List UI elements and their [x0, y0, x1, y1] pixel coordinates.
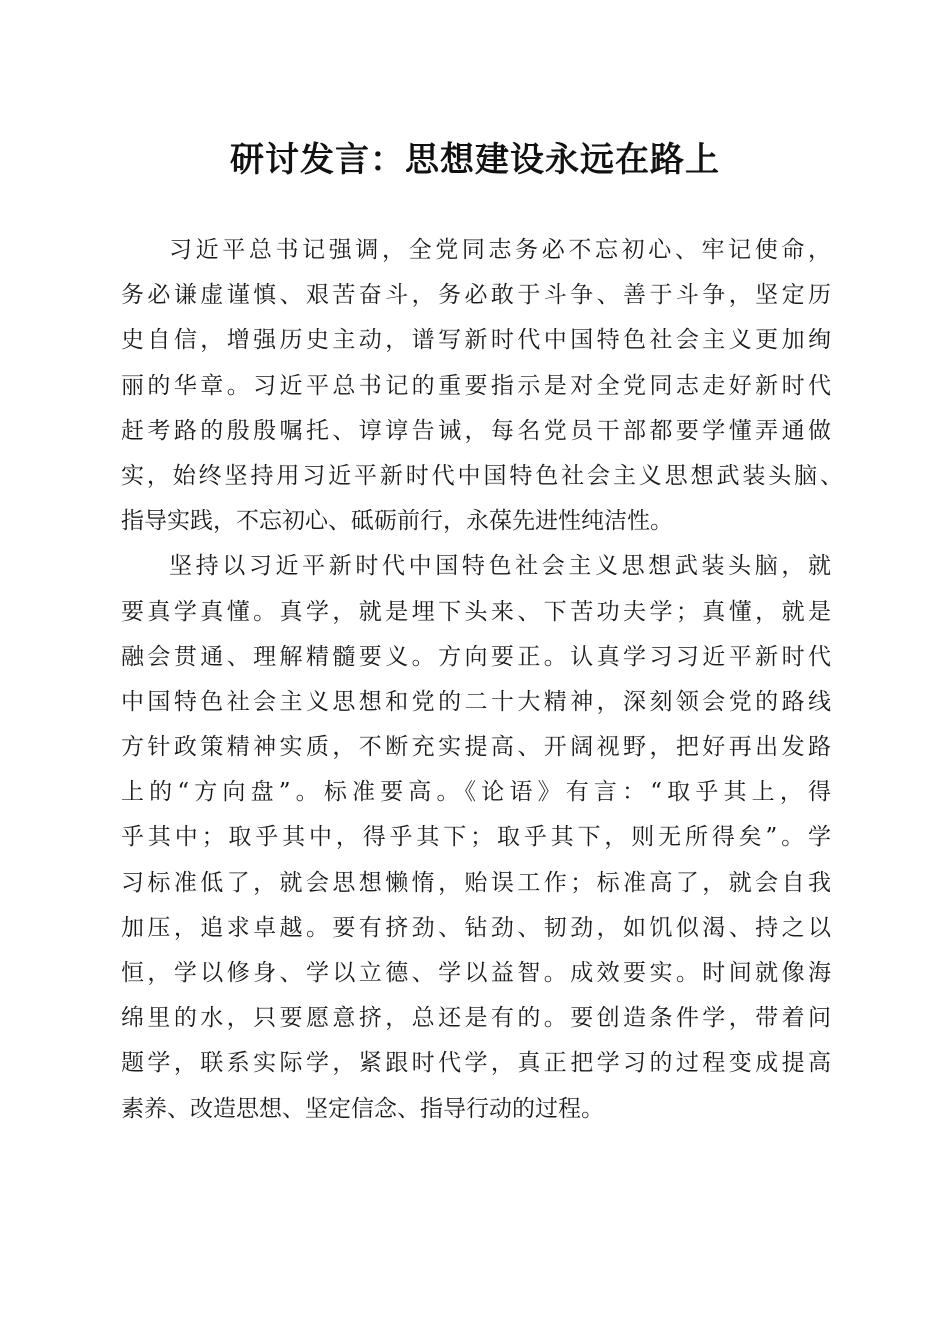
text-line: 坚持以习近平新时代中国特色社会主义思想武装头脑，就 — [169, 553, 831, 580]
text-line: 指导实践，不忘初心、砥砺前行，永葆先进性纯洁性。 — [121, 508, 673, 535]
text-line: 乎其中；取乎其中，得乎其下；取乎其下，则无所得矣”。学 — [121, 824, 831, 851]
text-line: 融会贯通、理解精髓要义。方向要正。认真学习习近平新时代 — [121, 643, 831, 670]
text-line: 题学，联系实际学，紧跟时代学，真正把学习的过程变成提高 — [121, 1050, 831, 1077]
text-line: 习标准低了，就会思想懒惰，贻误工作；标准高了，就会自我 — [121, 869, 831, 896]
paragraph-2 — [121, 544, 831, 1131]
text-line: 中国特色社会主义思想和党的二十大精神，深刻领会党的路线 — [121, 688, 831, 715]
text-line: 加压，追求卓越。要有挤劲、钻劲、韧劲，如饥似渴、持之以 — [121, 914, 831, 941]
text-line: 务必谦虚谨慎、艰苦奋斗，务必敢于斗争、善于斗争，坚定历 — [121, 282, 831, 309]
text-line: 史自信，增强历史主动，谱写新时代中国特色社会主义更加绚 — [121, 327, 831, 354]
text-line: 丽的华章。习近平总书记的重要指示是对全党同志走好新时代 — [121, 372, 831, 399]
text-line: 要真学真懂。真学，就是埋下头来、下苦功夫学；真懂，就是 — [121, 598, 831, 625]
text-line: 绵里的水，只要愿意挤，总还是有的。要创造条件学，带着问 — [121, 1005, 831, 1032]
paragraph-1 — [121, 228, 843, 544]
text-line: 恒，学以修身、学以立德、学以益智。成效要实。时间就像海 — [121, 960, 831, 986]
text-line: 上的“方向盘”。标准要高。《论语》有言：“取乎其上，得 — [121, 779, 831, 806]
text-line: 方针政策精神实质，不断充实提高、开阔视野，把好再出发路 — [121, 734, 831, 761]
text-line: 赶考路的殷殷嘱托、谆谆告诫，每名党员干部都要学懂弄通做 — [121, 417, 831, 444]
text-line: 习近平总书记强调，全党同志务必不忘初心、牢记使命， — [169, 237, 831, 263]
document-body — [121, 228, 843, 1132]
document-title: 研讨发言：思想建设永远在路上 — [230, 140, 720, 180]
text-line: 实，始终坚持用习近平新时代中国特色社会主义思想武装头脑、 — [121, 462, 843, 489]
text-line: 素养、改造思想、坚定信念、指导行动的过程。 — [121, 1095, 604, 1122]
